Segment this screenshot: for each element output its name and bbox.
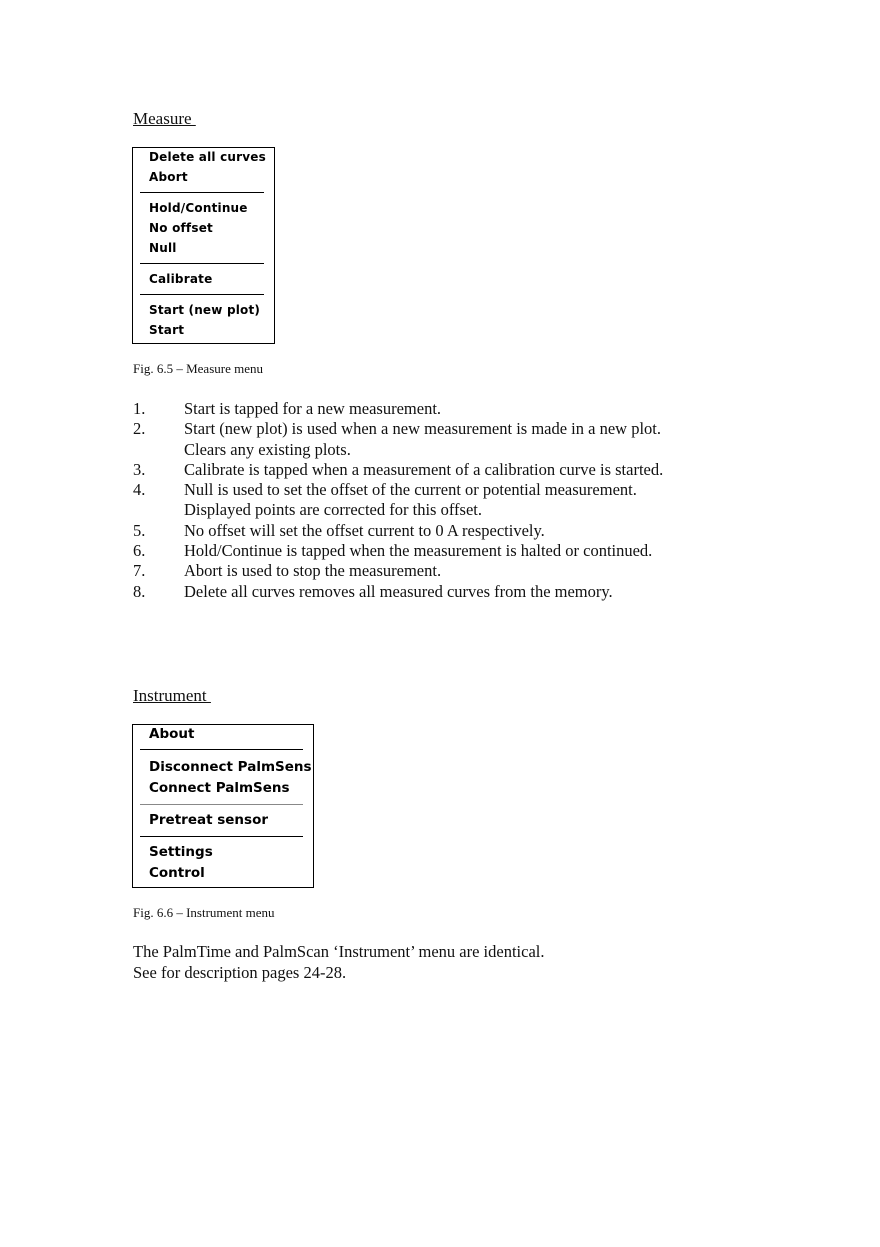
list-text: Null is used to set the offset of the current or potential measurement. Displayed points are corrected for this offset. — [184, 480, 637, 520]
list-item — [133, 399, 693, 419]
list-item — [133, 561, 693, 581]
figure-caption-instrument: Fig. 6.6 – Instrument menu — [133, 905, 275, 920]
menu-separator — [140, 804, 303, 805]
list-item — [133, 521, 693, 541]
menu-item-no-offset[interactable]: No offset — [149, 221, 213, 235]
measure-description-list — [133, 399, 693, 602]
menu-item-control[interactable]: Control — [149, 865, 205, 881]
menu-item-start[interactable]: Start — [149, 323, 185, 337]
list-number: 3. — [133, 459, 146, 479]
menu-item-start-new-plot[interactable]: Start (new plot) — [149, 303, 261, 317]
menu-separator — [140, 294, 264, 295]
list-number: 4. — [133, 480, 146, 500]
menu-item-settings[interactable]: Settings — [149, 844, 213, 860]
menu-separator — [140, 836, 303, 837]
list-item — [133, 480, 693, 521]
list-text: No offset will set the offset current to 0 A respectively. — [184, 520, 545, 540]
menu-item-null[interactable]: Null — [149, 241, 177, 255]
menu-item-connect-palmsens[interactable]: Connect PalmSens — [149, 780, 290, 796]
figure-caption-measure: Fig. 6.5 – Measure menu — [133, 361, 263, 376]
list-text: Delete all curves removes all measured curves from the memory. — [184, 581, 613, 601]
menu-separator — [140, 749, 303, 750]
list-number: 7. — [133, 561, 146, 581]
instrument-heading: Instrument — [133, 686, 211, 705]
list-number: 5. — [133, 520, 146, 540]
menu-separator — [140, 192, 264, 193]
list-text: Start is tapped for a new measurement. — [184, 399, 442, 418]
list-number: 6. — [133, 541, 146, 561]
menu-item-abort[interactable]: Abort — [149, 170, 188, 184]
menu-item-disconnect-palmsens[interactable]: Disconnect PalmSens — [149, 759, 312, 775]
list-number: 8. — [133, 581, 146, 601]
paragraph-line: See for description pages 24-28. — [133, 962, 347, 982]
list-item — [133, 460, 693, 480]
instrument-menu — [132, 724, 314, 888]
list-item — [133, 541, 693, 561]
list-text: Hold/Continue is tapped when the measurement is halted or continued. — [184, 541, 653, 561]
menu-item-pretreat-sensor[interactable]: Pretreat sensor — [149, 812, 269, 828]
list-item — [133, 419, 693, 460]
list-text: Calibrate is tapped when a measurement of a calibration curve is started. — [184, 459, 664, 479]
measure-heading: Measure — [133, 109, 196, 128]
menu-item-delete-all-curves[interactable]: Delete all curves — [149, 150, 266, 164]
menu-item-calibrate[interactable]: Calibrate — [149, 272, 213, 286]
list-item — [133, 582, 693, 602]
menu-separator — [140, 263, 264, 264]
paragraph-line: The PalmTime and PalmScan ‘Instrument’ menu are identical. — [133, 942, 545, 961]
list-text: Abort is used to stop the measurement. — [184, 561, 442, 581]
menu-item-hold-continue[interactable]: Hold/Continue — [149, 201, 248, 215]
list-text: Start (new plot) is used when a new measurement is made in a new plot. Clears any existing plots. — [184, 419, 662, 459]
list-number: 1. — [133, 399, 146, 418]
measure-menu — [132, 147, 275, 344]
instrument-description — [133, 942, 545, 983]
menu-item-about[interactable]: About — [149, 726, 195, 742]
list-number: 2. — [133, 419, 146, 439]
